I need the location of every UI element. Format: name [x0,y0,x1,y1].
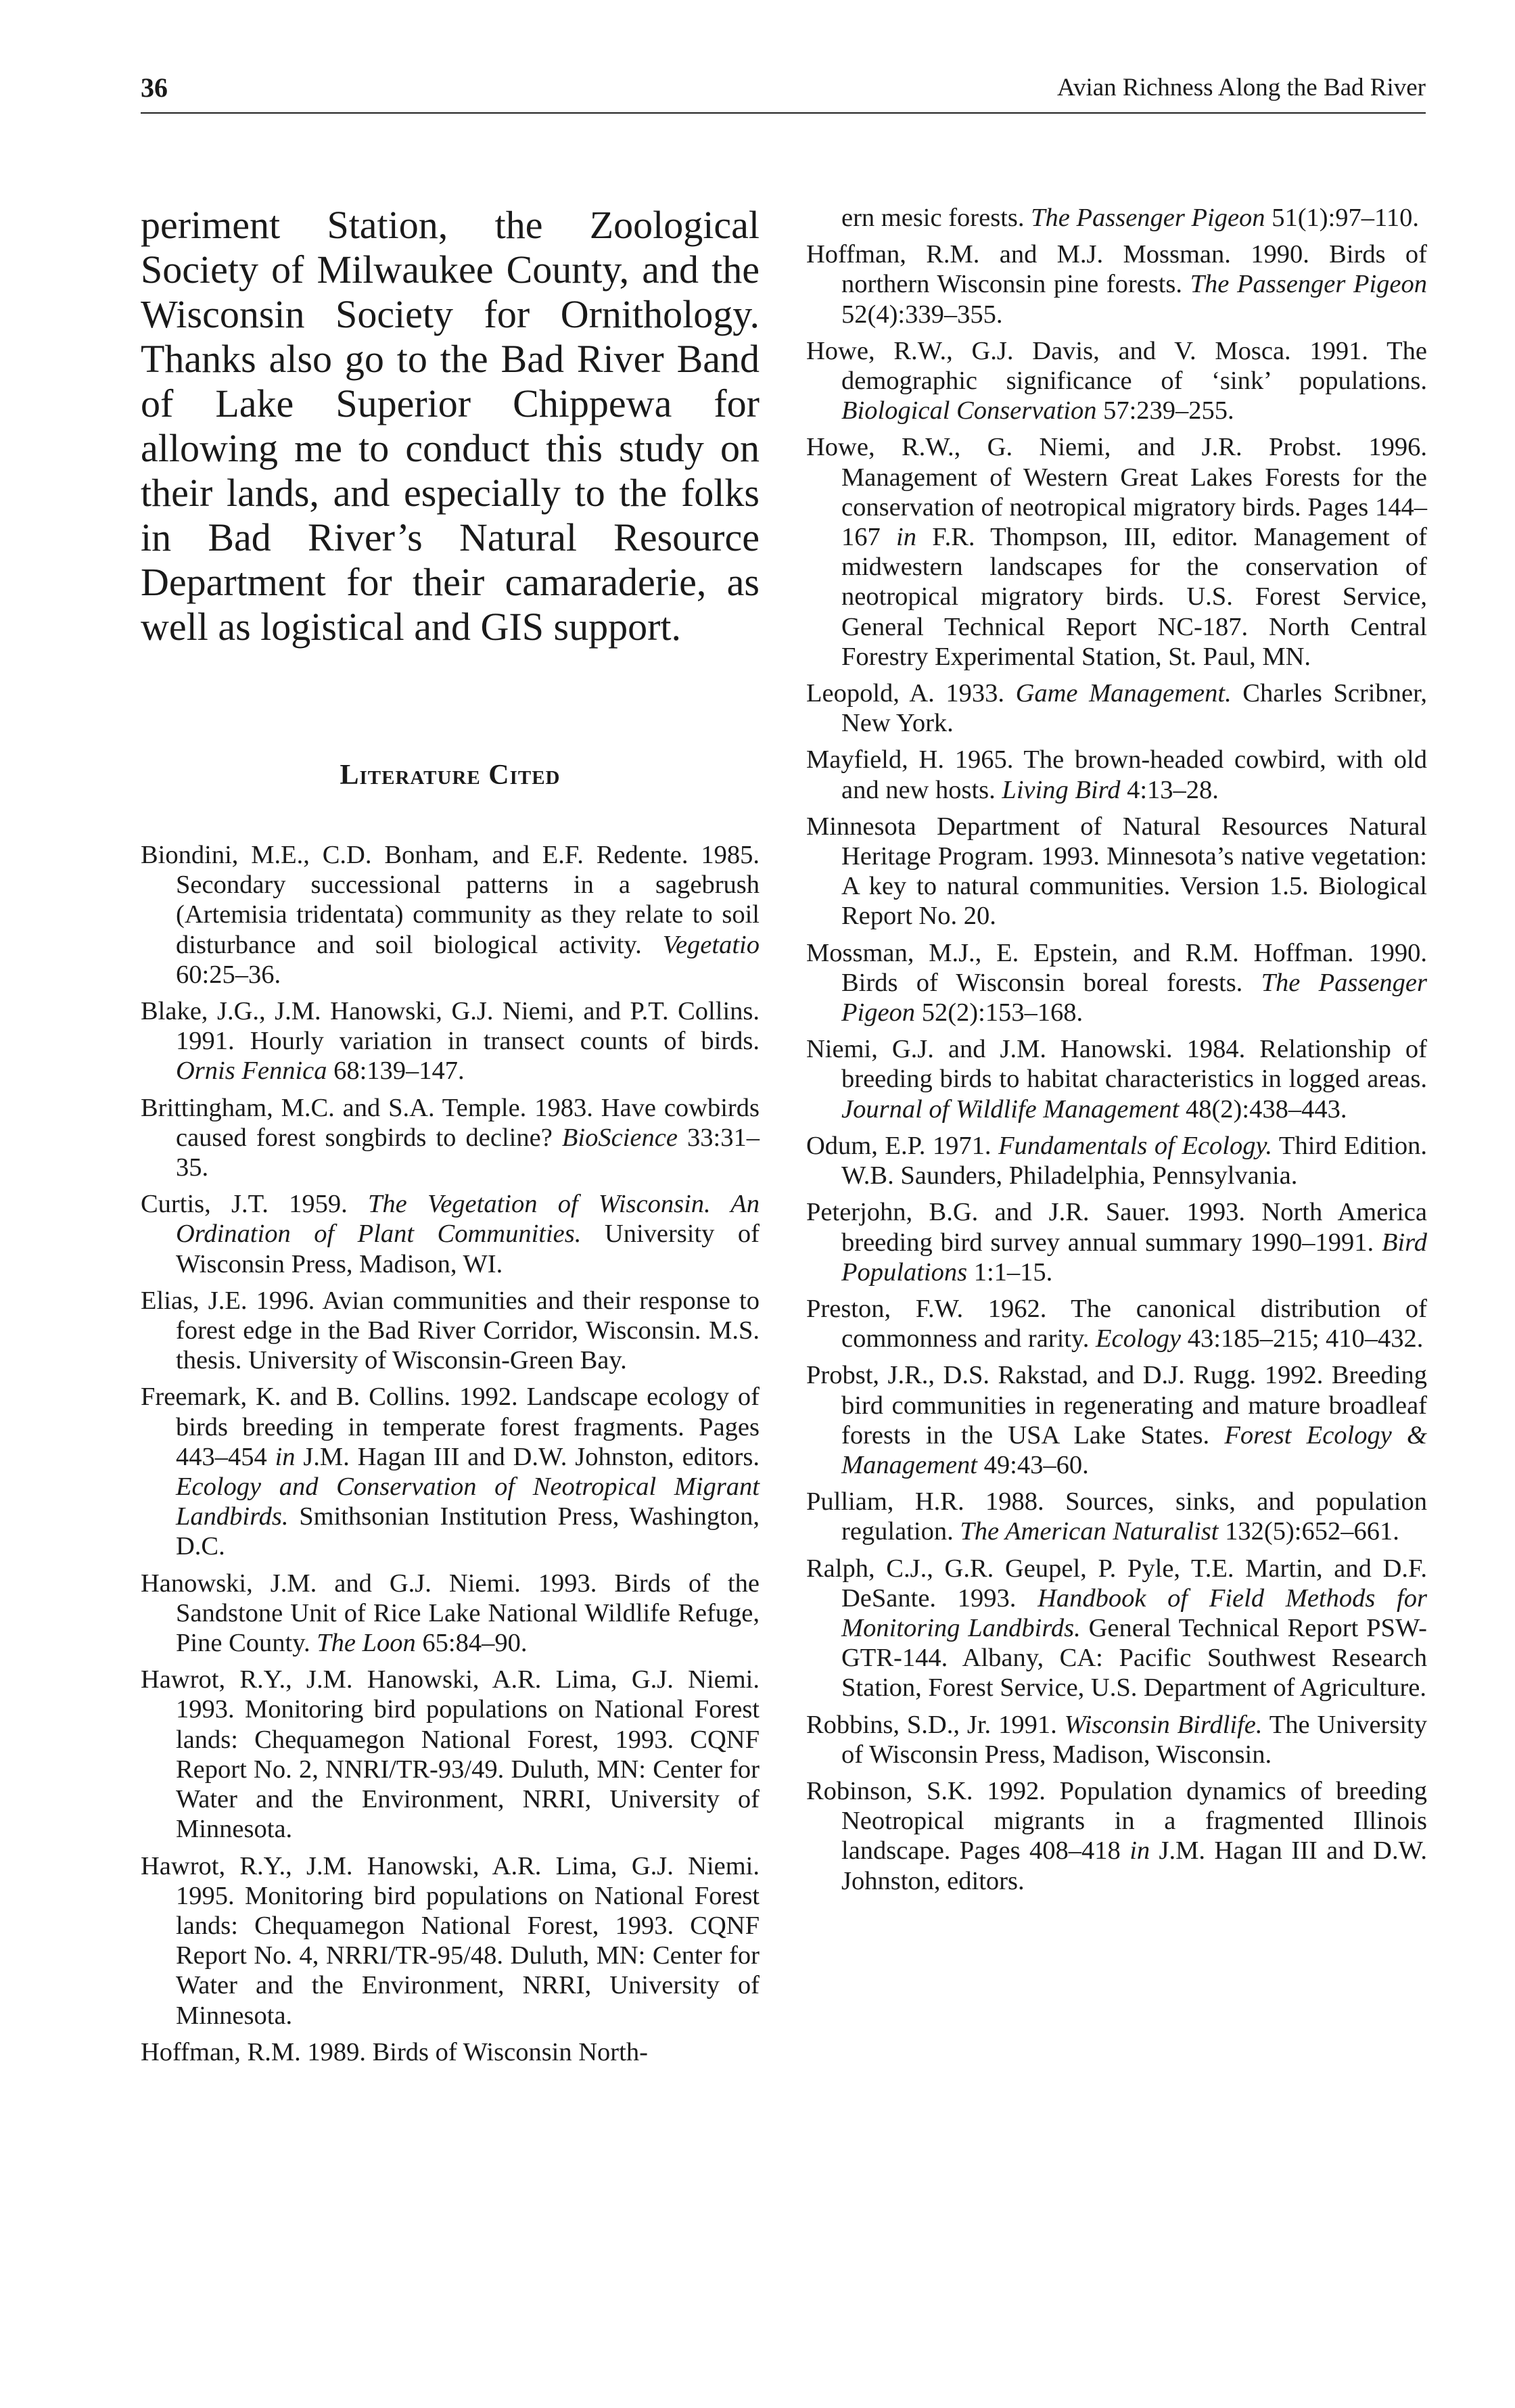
reference-entry [806,812,1427,931]
acknowledgments-paragraph: periment Station, the Zoological Society of Milwaukee County, and the Wisconsin Society for Ornithology. Thanks also go to the Bad River Band of Lake Superior Chippewa for allowing me to conduct this study on their lands, and especially to the folks in Bad River’s Natural Resource Department for their camaraderie, as well as logistical and GIS support. [141,203,760,649]
reference-text: General Technical Report PSW-GTR-144. Albany, CA: Pacific Southwest Research Station, Forest Service, U.S. Department of Agriculture. [841,1613,1427,1703]
reference-text: The University of Wisconsin Press, Madison, Wisconsin. [841,1710,1427,1769]
reference-text: 4:13–28. [1120,775,1219,804]
reference-text: Ralph, C.J., G.R. Geupel, P. Pyle, T.E. Martin, and D.F. DeSante. 1993. [806,1554,1427,1613]
reference-entry [141,1382,760,1561]
reference-text: F.R. Thompson, III, editor. Management of midwestern landscapes for the conservation of neotropical migratory birds. U.S. Forest Service, General Technical Report NC-187. North Central Forestry Experimental Station, St. Paul, MN. [841,523,1427,671]
reference-entry [806,938,1427,1028]
reference-text: 57:239–255. [1096,396,1234,425]
reference-entry [806,1710,1427,1769]
reference-entry [806,678,1427,738]
reference-entry [141,1665,760,1844]
reference-italic: Ecology [1096,1324,1182,1353]
left-column [141,203,760,2074]
reference-text: 52(4):339–355. [841,300,1003,329]
reference-text: J.M. Hagan III and D.W. Johnston, editors. [841,1836,1427,1895]
reference-text: Charles Scribner, New York. [841,679,1427,738]
reference-text: Smithsonian Institution Press, Washington, D.C. [176,1502,760,1561]
reference-text: Curtis, J.T. 1959. [141,1190,368,1219]
reference-text: Howe, R.W., G. Niemi, and J.R. Probst. 1996. Management of Western Great Lakes Forests for the conservation of neotropical migratory birds. Pages 144–167 [806,433,1427,552]
reference-entry [141,1286,760,1376]
reference-entry [141,2037,760,2067]
reference-italic: Bird Populations [841,1228,1427,1287]
reference-entry [806,432,1427,672]
reference-italic: The Passenger Pigeon [841,968,1427,1027]
running-title: Avian Richness Along the Bad River [1057,74,1426,101]
reference-italic: Living Bird [1002,775,1121,804]
reference-entry [806,336,1427,426]
reference-text: 65:84–90. [415,1629,528,1658]
reference-text: Niemi, G.J. and J.M. Hanowski. 1984. Relationship of breeding birds to habitat characteristics in logged areas. [806,1035,1427,1094]
reference-text: Leopold, A. 1933. [806,679,1016,708]
reference-text: 1:1–15. [967,1257,1053,1287]
reference-text: Hawrot, R.Y., J.M. Hanowski, A.R. Lima, G.J. Niemi. 1993. Monitoring bird populations on National Forest lands: Chequamegon National Forest, 1993. CQNF Report No. 2, NNRI/TR-93/49. Duluth, MN: Center for Water and the Environment, NRRI, University of Minnesota. [141,1665,760,1844]
reference-text: 51(1):97–110. [1265,204,1419,232]
reference-text: 60:25–36. [176,960,281,989]
reference-italic: The Passenger Pigeon [1190,270,1427,299]
reference-text: Robbins, S.D., Jr. 1991. [806,1710,1065,1739]
reference-text: Mossman, M.J., E. Epstein, and R.M. Hoffman. 1990. Birds of Wisconsin boreal forests. [806,938,1427,997]
reference-italic: Ecology and Conservation of Neotropical Migrant Landbirds. [176,1473,760,1531]
reference-italic: in [275,1442,296,1471]
reference-text: Peterjohn, B.G. and J.R. Sauer. 1993. North America breeding bird survey annual summary 1990–1991. [806,1198,1427,1257]
reference-entry [141,996,760,1086]
reference-italic: Game Management. [1015,679,1232,708]
reference-entry [806,203,1427,233]
reference-italic: Wisconsin Birdlife. [1064,1710,1263,1739]
reference-text: Hanowski, J.M. and G.J. Niemi. 1993. Birds of the Sandstone Unit of Rice Lake National Wildlife Refuge, Pine County. [141,1569,760,1658]
reference-entry [141,840,760,990]
reference-text: Hoffman, R.M. 1989. Birds of Wisconsin North- [141,2037,648,2066]
reference-text: 48(2):438–443. [1179,1094,1347,1124]
reference-entry [806,239,1427,329]
page-number: 36 [141,72,168,103]
reference-text: Robinson, S.K. 1992. Population dynamics of breeding Neotropical migrants in a fragmented Illinois landscape. Pages 408–418 [806,1776,1427,1866]
reference-entry [141,1189,760,1279]
reference-italic: The Passenger Pigeon [1031,204,1265,232]
reference-italic: The Loon [317,1629,416,1658]
reference-text: Hoffman, R.M. and M.J. Mossman. 1990. Birds of northern Wisconsin pine forests. [806,240,1427,299]
reference-text: Brittingham, M.C. and S.A. Temple. 1983. Have cowbirds caused forest songbirds to decline? [141,1093,760,1152]
reference-list-right [806,203,1427,1896]
reference-text: 52(2):153–168. [915,998,1083,1027]
reference-entry [141,1569,760,1659]
reference-text: Blake, J.G., J.M. Hanowski, G.J. Niemi, and P.T. Collins. 1991. Hourly variation in transect counts of birds. [141,997,760,1056]
reference-text: J.M. Hagan III and D.W. Johnston, editors. [295,1442,760,1471]
reference-italic: Fundamentals of Ecology. [998,1131,1273,1160]
reference-italic: BioScience [561,1123,678,1152]
reference-entry [806,1294,1427,1353]
reference-entry [806,1776,1427,1896]
literature-cited-heading: Literature Cited [340,760,561,791]
reference-entry [806,1197,1427,1287]
reference-text: Hawrot, R.Y., J.M. Hanowski, A.R. Lima, G.J. Niemi. 1995. Monitoring bird populations on National Forest lands: Chequamegon National Forest, 1993. CQNF Report No. 4, NRRI/TR-95/48. Duluth, MN: Center for Water and the Environment, NRRI, University of Minnesota. [141,1851,760,2030]
reference-text: 132(5):652–661. [1218,1517,1399,1546]
reference-italic: Ornis Fennica [176,1057,327,1086]
reference-text: University of Wisconsin Press, Madison, WI. [176,1220,760,1278]
reference-text: Freemark, K. and B. Collins. 1992. Landscape ecology of birds breeding in temperate forest fragments. Pages 443–454 [141,1383,760,1471]
reference-text: Minnesota Department of Natural Resources Natural Heritage Program. 1993. Minnesota’s native vegetation: A key to natural communities. Version 1.5. Biological Report No. 20. [806,812,1427,931]
reference-text: ern mesic forests. [841,204,1031,232]
reference-entry [806,1131,1427,1190]
reference-text: Howe, R.W., G.J. Davis, and V. Mosca. 1991. The demographic significance of ‘sink’ populations. [806,336,1427,396]
reference-text: Mayfield, H. 1965. The brown-headed cowbird, with old and new hosts. [806,745,1427,804]
reference-italic: The American Naturalist [960,1517,1219,1546]
reference-text: Preston, F.W. 1962. The canonical distribution of commonness and rarity. [806,1294,1427,1353]
reference-list-left [141,840,760,2067]
reference-entry [806,1487,1427,1546]
right-column [806,203,1427,1903]
reference-entry [806,1034,1427,1124]
reference-text: Biondini, M.E., C.D. Bonham, and E.F. Redente. 1985. Secondary successional patterns in a sagebrush (Artemisia tridentata) community as they relate to soil disturbance and soil biological activity. [141,841,760,959]
reference-italic: Handbook of Field Methods for Monitoring Landbirds. [841,1583,1427,1642]
reference-entry [141,1093,760,1183]
reference-italic: Journal of Wildlife Management [841,1094,1180,1124]
reference-text: 49:43–60. [977,1450,1089,1479]
reference-entry [141,1851,760,2031]
reference-text: 33:31–35. [176,1123,760,1182]
reference-text: Elias, J.E. 1996. Avian communities and their response to forest edge in the Bad River Corridor, Wisconsin. M.S. thesis. University of Wisconsin-Green Bay. [141,1286,760,1375]
reference-text: 68:139–147. [327,1057,465,1086]
reference-italic: in [896,523,916,552]
reference-italic: The Vegetation of Wisconsin. An Ordination of Plant Communities. [176,1190,760,1249]
reference-text: Probst, J.R., D.S. Rakstad, and D.J. Rugg. 1992. Breeding bird communities in regenerating and mature broadleaf forests in the USA Lake States. [806,1361,1427,1450]
reference-entry [806,745,1427,804]
reference-italic: in [1129,1836,1150,1866]
reference-italic: Biological Conservation [841,396,1097,425]
running-header [141,72,1426,114]
reference-text: Odum, E.P. 1971. [806,1131,999,1160]
reference-entry [806,1554,1427,1703]
reference-italic: Vegetatio [662,930,760,959]
reference-text: Pulliam, H.R. 1988. Sources, sinks, and population regulation. [806,1487,1427,1546]
reference-italic: Forest Ecology & Management [841,1420,1427,1479]
reference-entry [806,1360,1427,1480]
reference-text: 43:185–215; 410–432. [1181,1324,1424,1353]
reference-text: Third Edition. W.B. Saunders, Philadelphia, Pennsylvania. [841,1131,1427,1190]
